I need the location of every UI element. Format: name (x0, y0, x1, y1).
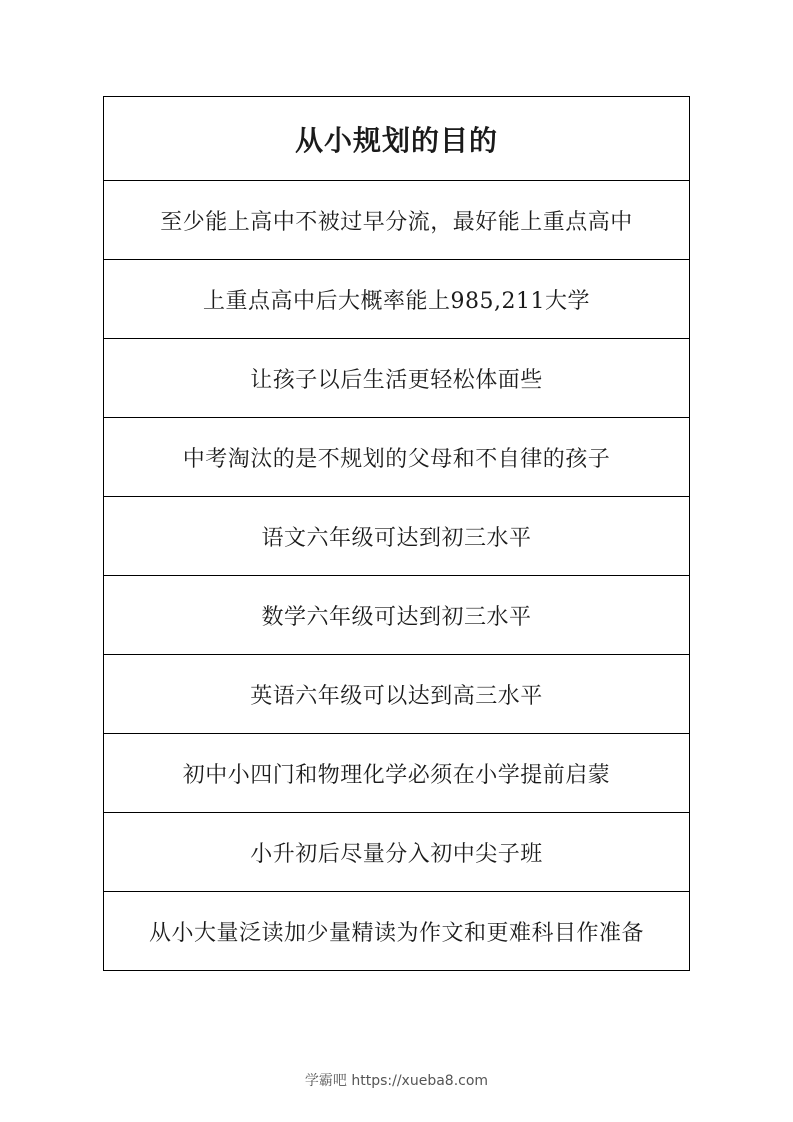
table-cell: 数学六年级可达到初三水平 (104, 576, 690, 655)
table-row (104, 576, 690, 655)
table-row (104, 260, 690, 339)
purpose-table (103, 96, 690, 971)
title-row (104, 97, 690, 181)
table-cell: 上重点高中后大概率能上985,211大学 (104, 260, 690, 339)
table-row (104, 655, 690, 734)
table-cell: 让孩子以后生活更轻松体面些 (104, 339, 690, 418)
table-cell: 语文六年级可达到初三水平 (104, 497, 690, 576)
table-row (104, 181, 690, 260)
table-row (104, 734, 690, 813)
table-cell: 中考淘汰的是不规划的父母和不自律的孩子 (104, 418, 690, 497)
table-title: 从小规划的目的 (104, 97, 690, 181)
table-cell: 英语六年级可以达到高三水平 (104, 655, 690, 734)
table-row (104, 813, 690, 892)
table-row (104, 339, 690, 418)
table-row (104, 892, 690, 971)
table-row (104, 418, 690, 497)
table-cell: 初中小四门和物理化学必须在小学提前启蒙 (104, 734, 690, 813)
table-row (104, 497, 690, 576)
table-cell: 至少能上高中不被过早分流，最好能上重点高中 (104, 181, 690, 260)
table-cell: 从小大量泛读加少量精读为作文和更难科目作准备 (104, 892, 690, 971)
table-cell: 小升初后尽量分入初中尖子班 (104, 813, 690, 892)
footer-watermark: 学霸吧 https://xueba8.com (304, 1073, 489, 1089)
